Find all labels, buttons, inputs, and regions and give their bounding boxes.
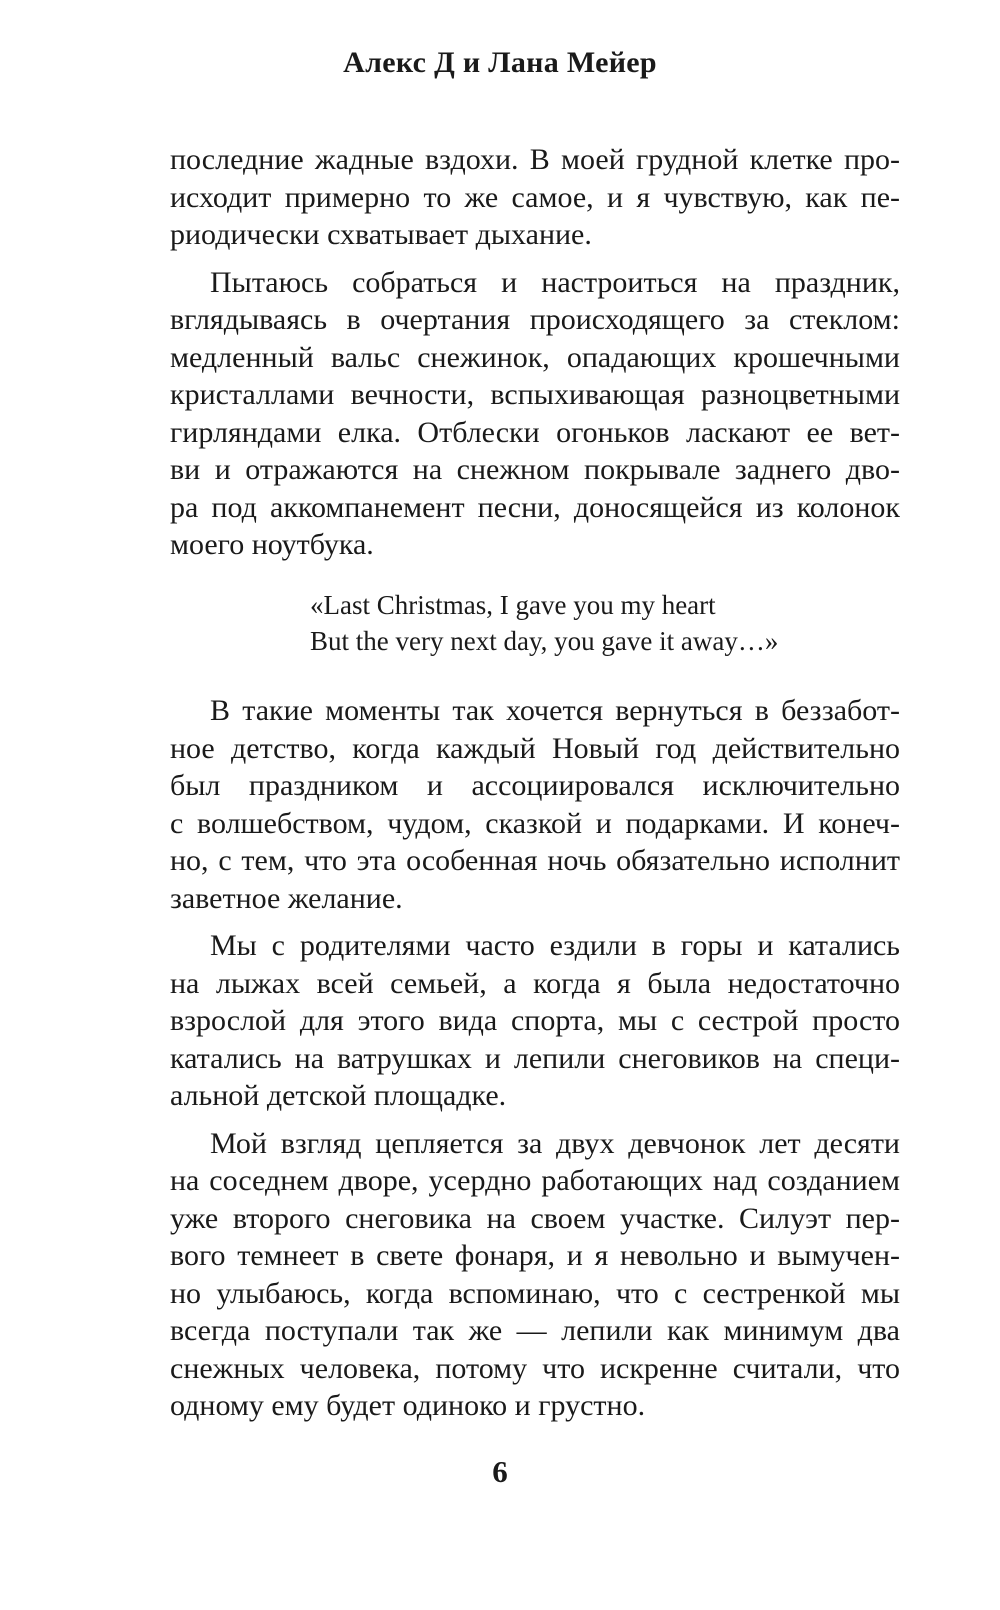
text-line: гирляндами елка. Отблески огоньков ласкают ее вет- (170, 415, 900, 449)
paragraph (170, 692, 900, 917)
quote-line: But the very next day, you gave it away…» (310, 626, 779, 656)
text-line: последние жадные вздохи. В моей грудной клетке про- (170, 143, 900, 176)
text-line: Пытаюсь собраться и настроиться на праздник, (210, 265, 900, 299)
text-line: вглядываясь в очертания происходящего за стеклом: (170, 303, 900, 336)
text-line: но, с тем, что эта особенная ночь обязательно исполнит (170, 844, 900, 877)
running-title: Алекс Д и Лана Мейер (343, 46, 657, 79)
song-quote (310, 587, 778, 659)
text-line: на соседнем дворе, усердно работающих над созданием (170, 1164, 900, 1197)
text-line: ра под аккомпанемент песни, доносящейся из колонок (170, 490, 900, 524)
text-line: ви и отражаются на снежном покрывале заднего дво- (170, 453, 900, 486)
quote-line: «Last Christmas, I gave you my heart (310, 590, 716, 620)
text-line: всегда поступали так же — лепили как минимум два (170, 1314, 900, 1347)
text-line: с волшебством, чудом, сказкой и подарками. И конеч- (170, 806, 900, 840)
text-line: снежных человека, потому что искренне считали, что (170, 1351, 900, 1385)
paragraph (170, 1125, 900, 1425)
text-line: катались на ватрушках и лепили снеговиков на специ- (170, 1041, 900, 1075)
page-number: 6 (492, 1454, 508, 1489)
text-line: Мой взгляд цепляется за двух девчонок лет десяти (210, 1126, 900, 1160)
text-line: альной детской площадке. (170, 1079, 507, 1112)
text-line: вого темнеет в свете фонаря, и я невольно и вымучен- (170, 1239, 900, 1272)
body-text-bottom (170, 692, 900, 1425)
text-line: но улыбаюсь, когда вспоминаю, что с сестренкой мы (170, 1276, 900, 1310)
text-line: на лыжах всей семьей, а когда я была недостаточно (170, 966, 900, 1000)
text-line: В такие моменты так хочется вернуться в беззабот- (210, 694, 900, 727)
text-line: уже второго снеговика на своем участке. Силуэт пер- (170, 1201, 900, 1235)
text-line: моего ноутбука. (170, 528, 374, 561)
paragraph (170, 264, 900, 564)
text-line: риодически схватывает дыхание. (170, 218, 592, 251)
text-line: взрослой для этого вида спорта, мы с сестрой просто (170, 1004, 900, 1037)
text-line: одному ему будет одиноко и грустно. (170, 1389, 646, 1422)
text-line: медленный вальс снежинок, опадающих крошечными (170, 340, 900, 374)
text-line: исходит примерно то же самое, и я чувствую, как пе- (170, 180, 900, 214)
text-line: кристаллами вечности, вспыхивающая разноцветными (170, 378, 900, 411)
text-line: Мы с родителями часто ездили в горы и катались (210, 929, 900, 962)
paragraph (170, 141, 900, 254)
text-line: заветное желание. (170, 881, 403, 915)
body-text-top (170, 141, 900, 564)
text-line: был праздником и ассоциировался исключительно (170, 769, 900, 802)
text-line: ное детство, когда каждый Новый год действительно (170, 731, 900, 765)
paragraph (170, 927, 900, 1115)
